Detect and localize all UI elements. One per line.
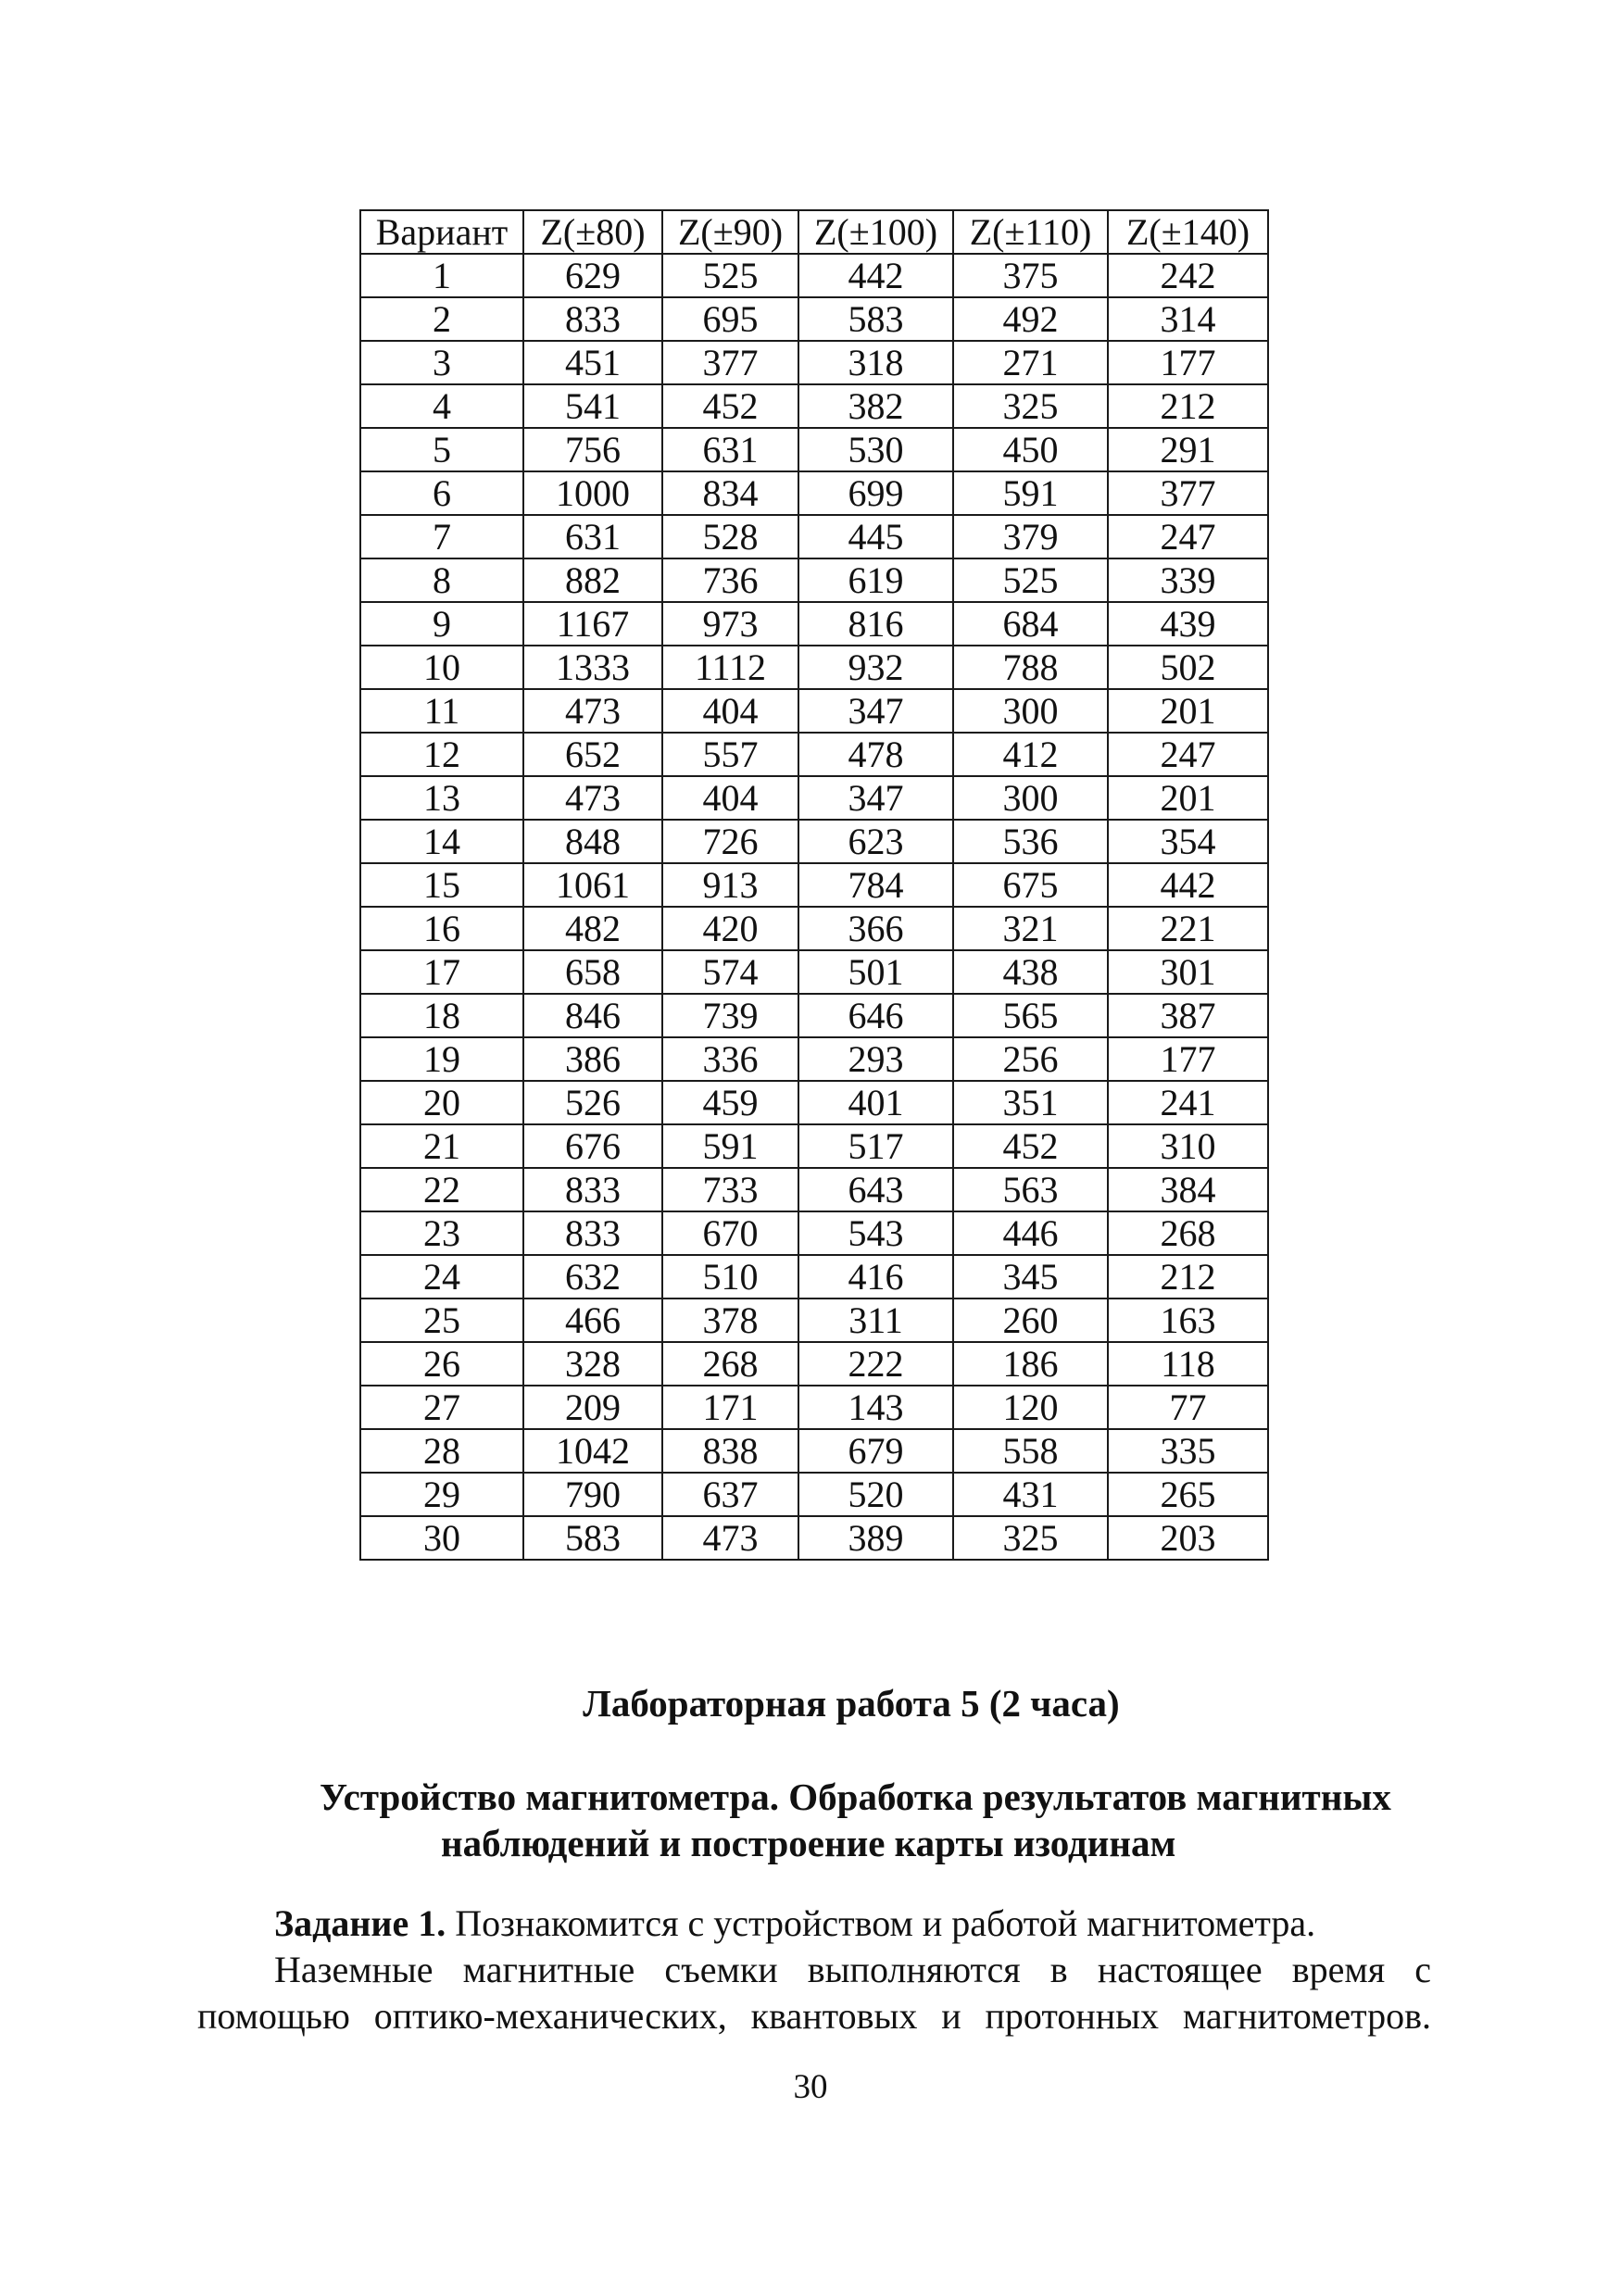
table-cell: 366 [798, 907, 953, 950]
table-cell: 452 [662, 384, 798, 428]
table-body [360, 254, 1268, 1560]
table-cell: 336 [662, 1037, 798, 1081]
table-cell: 536 [953, 820, 1108, 863]
table-cell: 203 [1108, 1516, 1268, 1560]
table-cell: 833 [523, 1168, 662, 1211]
table-cell: 848 [523, 820, 662, 863]
table-cell: 833 [523, 1211, 662, 1255]
table-cell: 756 [523, 428, 662, 471]
table-row [360, 384, 1268, 428]
table-cell: 431 [953, 1473, 1108, 1516]
table-cell: 177 [1108, 341, 1268, 384]
table-cell: 583 [523, 1516, 662, 1560]
table-cell: 502 [1108, 646, 1268, 689]
table-cell: 442 [1108, 863, 1268, 907]
table-cell: 699 [798, 471, 953, 515]
table-cell: 913 [662, 863, 798, 907]
table-cell: 652 [523, 733, 662, 776]
table-cell: 265 [1108, 1473, 1268, 1516]
table-cell: 452 [953, 1124, 1108, 1168]
table-row [360, 1211, 1268, 1255]
table-cell: 450 [953, 428, 1108, 471]
table-cell: 726 [662, 820, 798, 863]
table-cell: 375 [953, 254, 1108, 297]
table-cell: 321 [953, 907, 1108, 950]
table-cell: 354 [1108, 820, 1268, 863]
table-cell: 1061 [523, 863, 662, 907]
variant-number-cell: 27 [360, 1386, 523, 1429]
table-row [360, 994, 1268, 1037]
task-line [274, 1901, 1315, 1947]
table-cell: 492 [953, 297, 1108, 341]
table-cell: 631 [523, 515, 662, 558]
table-cell: 932 [798, 646, 953, 689]
variant-number-cell: 26 [360, 1342, 523, 1386]
table-cell: 834 [662, 471, 798, 515]
table-cell: 120 [953, 1386, 1108, 1429]
table-cell: 378 [662, 1299, 798, 1342]
table-row [360, 1386, 1268, 1429]
page-number: 30 [793, 2068, 828, 2106]
table-row [360, 1168, 1268, 1211]
table-row [360, 907, 1268, 950]
header-z110: Z(±110) [953, 210, 1108, 254]
table-cell: 325 [953, 1516, 1108, 1560]
variant-number-cell: 21 [360, 1124, 523, 1168]
table-cell: 446 [953, 1211, 1108, 1255]
table-cell: 838 [662, 1429, 798, 1473]
table-cell: 882 [523, 558, 662, 602]
table-cell: 143 [798, 1386, 953, 1429]
variant-number-cell: 1 [360, 254, 523, 297]
table-cell: 221 [1108, 907, 1268, 950]
table-cell: 314 [1108, 297, 1268, 341]
variant-number-cell: 12 [360, 733, 523, 776]
table-cell: 846 [523, 994, 662, 1037]
table-cell: 300 [953, 776, 1108, 820]
table-cell: 389 [798, 1516, 953, 1560]
table-row [360, 515, 1268, 558]
table-cell: 739 [662, 994, 798, 1037]
table-cell: 466 [523, 1299, 662, 1342]
variant-number-cell: 28 [360, 1429, 523, 1473]
table-cell: 247 [1108, 733, 1268, 776]
lab-title: Лабораторная работа 5 (2 часа) [583, 1682, 1120, 1725]
table-cell: 445 [798, 515, 953, 558]
table-cell: 412 [953, 733, 1108, 776]
table-header-row [360, 210, 1268, 254]
variant-number-cell: 9 [360, 602, 523, 646]
table-cell: 438 [953, 950, 1108, 994]
variant-number-cell: 5 [360, 428, 523, 471]
task-text: Познакомится с устройством и работой магнитометра. [446, 1902, 1316, 1944]
variant-number-cell: 11 [360, 689, 523, 733]
table-cell: 242 [1108, 254, 1268, 297]
table-cell: 293 [798, 1037, 953, 1081]
table-cell: 557 [662, 733, 798, 776]
variant-number-cell: 29 [360, 1473, 523, 1516]
table-row [360, 602, 1268, 646]
table-cell: 670 [662, 1211, 798, 1255]
table-cell: 525 [953, 558, 1108, 602]
table-row [360, 1255, 1268, 1299]
table-cell: 459 [662, 1081, 798, 1124]
table-row [360, 689, 1268, 733]
variant-number-cell: 16 [360, 907, 523, 950]
table-row [360, 950, 1268, 994]
table-row [360, 863, 1268, 907]
table-cell: 558 [953, 1429, 1108, 1473]
table-cell: 637 [662, 1473, 798, 1516]
table-cell: 442 [798, 254, 953, 297]
table-cell: 501 [798, 950, 953, 994]
table-cell: 268 [1108, 1211, 1268, 1255]
variant-number-cell: 24 [360, 1255, 523, 1299]
table-cell: 526 [523, 1081, 662, 1124]
variant-number-cell: 3 [360, 341, 523, 384]
table-cell: 311 [798, 1299, 953, 1342]
lab-subtitle-line-2: наблюдений и построение карты изодинам [441, 1822, 1176, 1864]
table-cell: 733 [662, 1168, 798, 1211]
table-row [360, 1429, 1268, 1473]
table-cell: 300 [953, 689, 1108, 733]
table-row [360, 1342, 1268, 1386]
table-cell: 631 [662, 428, 798, 471]
table-cell: 377 [662, 341, 798, 384]
body-paragraph [197, 1947, 1431, 2039]
table-cell: 335 [1108, 1429, 1268, 1473]
table-cell: 404 [662, 776, 798, 820]
table-cell: 382 [798, 384, 953, 428]
table-cell: 271 [953, 341, 1108, 384]
header-variant: Вариант [360, 210, 523, 254]
table-cell: 482 [523, 907, 662, 950]
table-cell: 451 [523, 341, 662, 384]
variant-number-cell: 18 [360, 994, 523, 1037]
table-row [360, 1473, 1268, 1516]
table-cell: 401 [798, 1081, 953, 1124]
header-z90: Z(±90) [662, 210, 798, 254]
table-row [360, 733, 1268, 776]
table-cell: 268 [662, 1342, 798, 1386]
table-row [360, 254, 1268, 297]
table-cell: 684 [953, 602, 1108, 646]
table-cell: 517 [798, 1124, 953, 1168]
variant-number-cell: 4 [360, 384, 523, 428]
table-cell: 351 [953, 1081, 1108, 1124]
table-cell: 816 [798, 602, 953, 646]
variant-number-cell: 8 [360, 558, 523, 602]
table-cell: 171 [662, 1386, 798, 1429]
table-cell: 260 [953, 1299, 1108, 1342]
table-cell: 212 [1108, 384, 1268, 428]
table-cell: 386 [523, 1037, 662, 1081]
table-row [360, 471, 1268, 515]
table-cell: 177 [1108, 1037, 1268, 1081]
table-cell: 347 [798, 689, 953, 733]
table-cell: 676 [523, 1124, 662, 1168]
table-row [360, 1081, 1268, 1124]
header-z100: Z(±100) [798, 210, 953, 254]
table-cell: 186 [953, 1342, 1108, 1386]
table-cell: 675 [953, 863, 1108, 907]
table-row [360, 297, 1268, 341]
table-cell: 163 [1108, 1299, 1268, 1342]
header-z80: Z(±80) [523, 210, 662, 254]
variant-number-cell: 20 [360, 1081, 523, 1124]
variant-number-cell: 23 [360, 1211, 523, 1255]
table-cell: 310 [1108, 1124, 1268, 1168]
table-cell: 632 [523, 1255, 662, 1299]
variant-number-cell: 7 [360, 515, 523, 558]
variant-number-cell: 30 [360, 1516, 523, 1560]
table-cell: 973 [662, 602, 798, 646]
table-cell: 347 [798, 776, 953, 820]
table-cell: 301 [1108, 950, 1268, 994]
table-cell: 695 [662, 297, 798, 341]
table-cell: 241 [1108, 1081, 1268, 1124]
table-cell: 1000 [523, 471, 662, 515]
table-cell: 377 [1108, 471, 1268, 515]
table-cell: 201 [1108, 776, 1268, 820]
table-cell: 510 [662, 1255, 798, 1299]
table-cell: 563 [953, 1168, 1108, 1211]
table-cell: 646 [798, 994, 953, 1037]
table-cell: 118 [1108, 1342, 1268, 1386]
table-cell: 1167 [523, 602, 662, 646]
variant-number-cell: 14 [360, 820, 523, 863]
body-paragraph-text: Наземные магнитные съемки выполняются в настоящее время с помощью оптико-механических, квантовых и протонных магнитометров. [197, 1949, 1431, 2037]
task-label: Задание 1. [274, 1902, 446, 1944]
table-cell: 565 [953, 994, 1108, 1037]
variant-number-cell: 2 [360, 297, 523, 341]
table-cell: 541 [523, 384, 662, 428]
table-cell: 420 [662, 907, 798, 950]
table-cell: 345 [953, 1255, 1108, 1299]
table-cell: 473 [662, 1516, 798, 1560]
lab-subtitle-line-1: Устройство магнитометра. Обработка результатов магнитных [320, 1775, 1391, 1818]
table-cell: 736 [662, 558, 798, 602]
table-cell: 201 [1108, 689, 1268, 733]
variant-number-cell: 15 [360, 863, 523, 907]
table-cell: 528 [662, 515, 798, 558]
table-cell: 384 [1108, 1168, 1268, 1211]
table-cell: 679 [798, 1429, 953, 1473]
table-cell: 591 [953, 471, 1108, 515]
table-row [360, 646, 1268, 689]
table-cell: 404 [662, 689, 798, 733]
table-cell: 473 [523, 776, 662, 820]
table-cell: 629 [523, 254, 662, 297]
table-row [360, 776, 1268, 820]
table-cell: 543 [798, 1211, 953, 1255]
table-cell: 212 [1108, 1255, 1268, 1299]
table-cell: 379 [953, 515, 1108, 558]
table-cell: 339 [1108, 558, 1268, 602]
table-cell: 1333 [523, 646, 662, 689]
table-cell: 416 [798, 1255, 953, 1299]
table-cell: 643 [798, 1168, 953, 1211]
table-cell: 574 [662, 950, 798, 994]
table-row [360, 341, 1268, 384]
table-cell: 478 [798, 733, 953, 776]
lab-subtitle [0, 1774, 1621, 1866]
table-cell: 658 [523, 950, 662, 994]
table-cell: 583 [798, 297, 953, 341]
table-cell: 530 [798, 428, 953, 471]
table-cell: 256 [953, 1037, 1108, 1081]
header-z140: Z(±140) [1108, 210, 1268, 254]
table-cell: 318 [798, 341, 953, 384]
variant-number-cell: 13 [360, 776, 523, 820]
table-row [360, 1516, 1268, 1560]
variant-number-cell: 6 [360, 471, 523, 515]
table-cell: 591 [662, 1124, 798, 1168]
variant-number-cell: 25 [360, 1299, 523, 1342]
table-cell: 222 [798, 1342, 953, 1386]
table-cell: 328 [523, 1342, 662, 1386]
table-cell: 520 [798, 1473, 953, 1516]
table-cell: 209 [523, 1386, 662, 1429]
table-row [360, 1037, 1268, 1081]
table-cell: 1112 [662, 646, 798, 689]
table-row [360, 1299, 1268, 1342]
table-row [360, 558, 1268, 602]
variant-number-cell: 17 [360, 950, 523, 994]
variant-number-cell: 22 [360, 1168, 523, 1211]
table-cell: 784 [798, 863, 953, 907]
table-cell: 790 [523, 1473, 662, 1516]
variant-number-cell: 19 [360, 1037, 523, 1081]
table-cell: 291 [1108, 428, 1268, 471]
table-row [360, 428, 1268, 471]
table-cell: 525 [662, 254, 798, 297]
table-cell: 439 [1108, 602, 1268, 646]
table-cell: 247 [1108, 515, 1268, 558]
table-row [360, 1124, 1268, 1168]
table-cell: 387 [1108, 994, 1268, 1037]
table-cell: 833 [523, 297, 662, 341]
table-row [360, 820, 1268, 863]
table-cell: 623 [798, 820, 953, 863]
variants-table [359, 209, 1269, 1561]
table-cell: 1042 [523, 1429, 662, 1473]
table-cell: 788 [953, 646, 1108, 689]
table-cell: 473 [523, 689, 662, 733]
table-cell: 77 [1108, 1386, 1268, 1429]
variant-number-cell: 10 [360, 646, 523, 689]
table-cell: 619 [798, 558, 953, 602]
table-cell: 325 [953, 384, 1108, 428]
